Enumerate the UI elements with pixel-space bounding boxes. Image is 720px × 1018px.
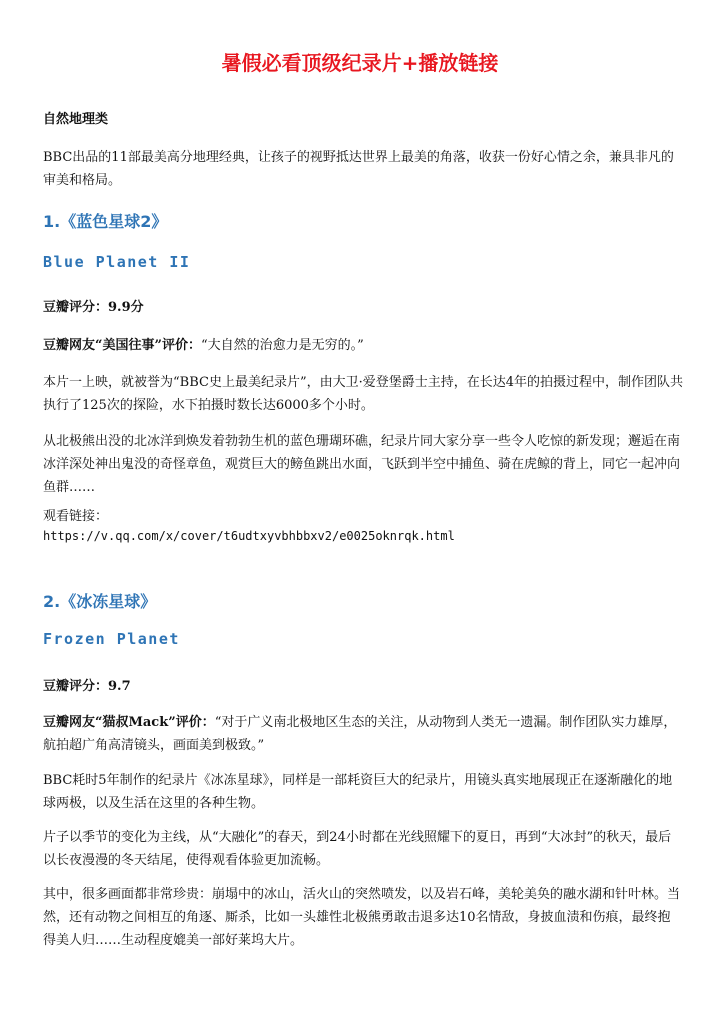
category-label: 自然地理类 [43,112,109,127]
item-1-paragraph-2: 从北极熊出没的北冰洋到焕发着勃勃生机的蓝色珊瑚环礁，纪录片同大家分享一些令人吃惊的新发现；邂逅在南冰洋深处神出鬼没的奇怪章鱼，观赏巨大的鳑鱼跳出水面，飞跃到半空中捕鱼、骑在虎鲸的背上，同它一起冲向鱼群…… [43,434,681,495]
item-1-review-text: “大自然的治愈力是无穷的。” [200,338,364,353]
item-2-title-cn: 2.《冰冻星球》 [43,592,157,611]
item-2-paragraph-1: BBC耗时5年制作的纪录片《冰冻星球》，同样是一部耗资巨大的纪录片，用镜头真实地展现正在逐渐融化的地球两极，以及生活在这里的各种生物。 [43,773,673,811]
item-1-title-en: Blue Planet II [43,253,191,271]
item-2-rating: 豆瓣评分：9.7 [43,679,131,694]
item-1-paragraph-1: 本片一上映，就被誉为“BBC史上最美纪录片”，由大卫·爱登堡爵士主持，在长达4年的拍摄过程中，制作团队共执行了125次的探险，水下拍摄时数长达6000多个小时。 [43,375,683,413]
page-title: 暑假必看顶级纪录片+播放链接 [221,51,499,75]
item-2-review-text: “对于广义南北极地区生态的关注，从动物到人类无一遗漏。制作团队实力雄厚，航拍超广角高清镜头，画面美到极致。” [43,715,677,753]
item-2-review-label: 豆瓣网友“猫叔Mack”评价： [43,715,215,730]
item-2-paragraph-3: 其中，很多画面都非常珍贵：崩塌中的冰山，活火山的突然喷发，以及岩石峰，美轮美奂的融水湖和针叶林。当然，还有动物之间相互的角逐、厮杀，比如一头雄性北极熊勇敢击退多达10名情敌，身披血渍和伤痕，最终抱得美人归……生动程度媲美一部好莱坞大片。 [43,887,681,948]
item-1-review [43,334,683,357]
item-1-title-cn: 1.《蓝色星球2》 [43,212,168,231]
item-2-review [43,711,683,757]
item-1-link-label: 观看链接： [43,509,109,524]
item-1-review-label: 豆瓣网友“美国往事”评价： [43,338,201,353]
item-2-paragraph-2: 片子以季节的变化为主线，从“大融化”的春天，到24小时都在光线照耀下的夏日，再到“大冰封”的秋天，最后以长夜漫漫的冬天结尾，使得观看体验更加流畅。 [43,830,672,868]
item-1-watch-link[interactable]: https://v.qq.com/x/cover/t6udtxyvbhbbxv2/e0025oknrqk.html [43,529,455,543]
intro-paragraph: BBC出品的11部最美高分地理经典，让孩子的视野抵达世界上最美的角落，收获一份好心情之余，兼具非凡的审美和格局。 [43,150,674,188]
item-1-rating: 豆瓣评分：9.9分 [43,300,144,315]
item-2-title-en: Frozen Planet [43,630,180,648]
